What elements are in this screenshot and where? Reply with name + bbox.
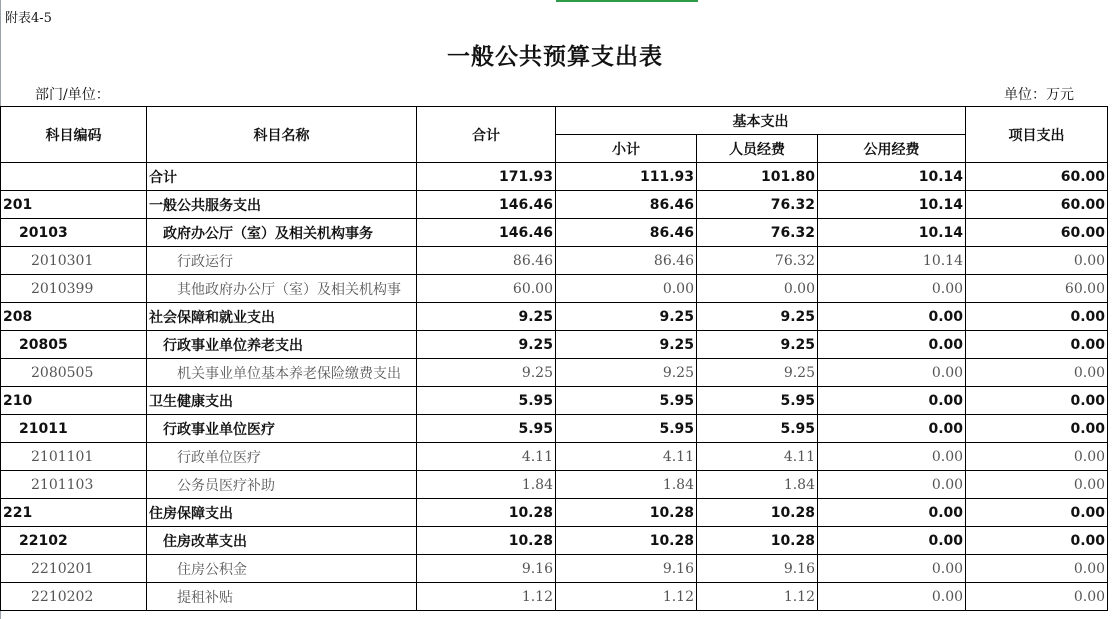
cell-name[interactable]: 其他政府办公厅（室）及相关机构事 — [147, 275, 417, 303]
cell-code[interactable]: 20103 — [1, 219, 147, 247]
cell-project[interactable]: 0.00 — [966, 247, 1108, 275]
cell-project[interactable]: 0.00 — [966, 359, 1108, 387]
cell-personnel[interactable]: 4.11 — [697, 443, 818, 471]
table-row — [1, 443, 1108, 471]
col-header-basic[interactable]: 基本支出 — [556, 107, 966, 135]
cell-personnel[interactable]: 9.25 — [697, 359, 818, 387]
cell-code[interactable]: 210 — [1, 387, 147, 415]
cell-total[interactable]: 9.25 — [417, 359, 556, 387]
cell-project[interactable]: 60.00 — [966, 163, 1108, 191]
cell-total[interactable]: 9.25 — [417, 303, 556, 331]
cell-code[interactable] — [1, 163, 147, 191]
cell-public[interactable]: 0.00 — [818, 527, 966, 555]
table-row — [1, 499, 1108, 527]
table-body — [1, 163, 1108, 611]
cell-personnel[interactable]: 1.84 — [697, 471, 818, 499]
cell-public[interactable]: 0.00 — [818, 583, 966, 611]
table-row — [1, 331, 1108, 359]
cell-name[interactable]: 社会保障和就业支出 — [147, 303, 417, 331]
cell-public[interactable]: 0.00 — [818, 555, 966, 583]
cell-total[interactable]: 9.16 — [417, 555, 556, 583]
cell-project[interactable]: 0.00 — [966, 499, 1108, 527]
cell-total[interactable]: 60.00 — [417, 275, 556, 303]
table-row — [1, 471, 1108, 499]
cell-public[interactable]: 10.14 — [818, 247, 966, 275]
cell-subtotal[interactable]: 1.84 — [556, 471, 697, 499]
cell-name[interactable]: 政府办公厅（室）及相关机构事务 — [147, 219, 417, 247]
cell-personnel[interactable]: 10.28 — [697, 499, 818, 527]
cell-subtotal[interactable]: 5.95 — [556, 415, 697, 443]
cell-project[interactable]: 0.00 — [966, 583, 1108, 611]
cell-personnel[interactable]: 9.16 — [697, 555, 818, 583]
cell-public[interactable]: 0.00 — [818, 331, 966, 359]
col-header-public[interactable]: 公用经费 — [818, 135, 966, 163]
cell-public[interactable]: 0.00 — [818, 499, 966, 527]
table-row — [1, 247, 1108, 275]
table-row — [1, 359, 1108, 387]
cell-total[interactable]: 1.84 — [417, 471, 556, 499]
cell-public[interactable]: 0.00 — [818, 303, 966, 331]
cell-project[interactable]: 0.00 — [966, 303, 1108, 331]
cell-public[interactable]: 0.00 — [818, 443, 966, 471]
cell-subtotal[interactable]: 10.28 — [556, 527, 697, 555]
table-row — [1, 163, 1108, 191]
cell-code[interactable]: 221 — [1, 499, 147, 527]
table-row — [1, 415, 1108, 443]
cell-total[interactable]: 10.28 — [417, 499, 556, 527]
cell-total[interactable]: 5.95 — [417, 415, 556, 443]
cell-code[interactable]: 22102 — [1, 527, 147, 555]
cell-total[interactable]: 146.46 — [417, 219, 556, 247]
cell-project[interactable]: 0.00 — [966, 555, 1108, 583]
cell-subtotal[interactable]: 86.46 — [556, 191, 697, 219]
cell-subtotal[interactable]: 5.95 — [556, 387, 697, 415]
cell-public[interactable]: 0.00 — [818, 387, 966, 415]
cell-personnel[interactable]: 10.28 — [697, 527, 818, 555]
unit-label: 单位：万元 — [1004, 87, 1074, 103]
cell-personnel[interactable]: 101.80 — [697, 163, 818, 191]
table-row — [1, 219, 1108, 247]
cell-code[interactable]: 2101103 — [1, 471, 147, 499]
col-header-name[interactable]: 科目名称 — [147, 107, 417, 163]
cell-public[interactable]: 0.00 — [818, 359, 966, 387]
cell-name[interactable]: 住房公积金 — [147, 555, 417, 583]
col-header-project[interactable]: 项目支出 — [966, 107, 1108, 163]
cell-code[interactable]: 2010399 — [1, 275, 147, 303]
cell-code[interactable]: 20805 — [1, 331, 147, 359]
cell-code[interactable]: 2080505 — [1, 359, 147, 387]
cell-name[interactable]: 行政单位医疗 — [147, 443, 417, 471]
cell-total[interactable]: 5.95 — [417, 387, 556, 415]
cell-name[interactable]: 行政事业单位养老支出 — [147, 331, 417, 359]
table-row — [1, 275, 1108, 303]
cell-name[interactable]: 提租补贴 — [147, 583, 417, 611]
cell-project[interactable]: 60.00 — [966, 191, 1108, 219]
cell-name[interactable]: 行政运行 — [147, 247, 417, 275]
cell-code[interactable]: 21011 — [1, 415, 147, 443]
cell-name[interactable]: 一般公共服务支出 — [147, 191, 417, 219]
cell-personnel[interactable]: 9.25 — [697, 303, 818, 331]
cell-subtotal[interactable]: 111.93 — [556, 163, 697, 191]
selected-column-indicator — [556, 0, 698, 2]
cell-total[interactable]: 10.28 — [417, 527, 556, 555]
cell-name[interactable]: 公务员医疗补助 — [147, 471, 417, 499]
cell-subtotal[interactable]: 1.12 — [556, 583, 697, 611]
cell-total[interactable]: 9.25 — [417, 331, 556, 359]
cell-subtotal[interactable]: 9.25 — [556, 359, 697, 387]
cell-personnel[interactable]: 5.95 — [697, 415, 818, 443]
cell-project[interactable]: 60.00 — [966, 275, 1108, 303]
cell-code[interactable]: 2101101 — [1, 443, 147, 471]
cell-name[interactable]: 住房保障支出 — [147, 499, 417, 527]
cell-personnel[interactable]: 0.00 — [697, 275, 818, 303]
cell-subtotal[interactable]: 9.25 — [556, 303, 697, 331]
cell-project[interactable]: 0.00 — [966, 527, 1108, 555]
col-header-code[interactable]: 科目编码 — [1, 107, 147, 163]
cell-public[interactable]: 10.14 — [818, 163, 966, 191]
table-row — [1, 527, 1108, 555]
cell-subtotal[interactable]: 9.16 — [556, 555, 697, 583]
cell-public[interactable]: 0.00 — [818, 471, 966, 499]
cell-code[interactable]: 2210201 — [1, 555, 147, 583]
cell-subtotal[interactable]: 86.46 — [556, 219, 697, 247]
page-title: 一般公共预算支出表 — [447, 44, 663, 70]
cell-code[interactable]: 2010301 — [1, 247, 147, 275]
annex-label: 附表4-5 — [5, 11, 52, 26]
cell-total[interactable]: 1.12 — [417, 583, 556, 611]
cell-personnel[interactable]: 9.25 — [697, 331, 818, 359]
cell-personnel[interactable]: 76.32 — [697, 219, 818, 247]
table-row — [1, 387, 1108, 415]
col-header-personnel[interactable]: 人员经费 — [697, 135, 818, 163]
cell-total[interactable]: 171.93 — [417, 163, 556, 191]
cell-project[interactable]: 0.00 — [966, 387, 1108, 415]
cell-public[interactable]: 10.14 — [818, 219, 966, 247]
cell-name[interactable]: 行政事业单位医疗 — [147, 415, 417, 443]
table-row — [1, 191, 1108, 219]
table-row — [1, 303, 1108, 331]
department-label: 部门/单位： — [35, 87, 110, 103]
cell-subtotal[interactable]: 9.25 — [556, 331, 697, 359]
cell-subtotal[interactable]: 10.28 — [556, 499, 697, 527]
cell-project[interactable]: 0.00 — [966, 471, 1108, 499]
cell-name[interactable]: 合计 — [147, 163, 417, 191]
cell-subtotal[interactable]: 0.00 — [556, 275, 697, 303]
cell-total[interactable]: 146.46 — [417, 191, 556, 219]
cell-public[interactable]: 0.00 — [818, 275, 966, 303]
cell-code[interactable]: 201 — [1, 191, 147, 219]
cell-project[interactable]: 0.00 — [966, 415, 1108, 443]
cell-project[interactable]: 60.00 — [966, 219, 1108, 247]
cell-personnel[interactable]: 5.95 — [697, 387, 818, 415]
expenditure-table — [0, 106, 1108, 611]
cell-code[interactable]: 208 — [1, 303, 147, 331]
col-header-total[interactable]: 合计 — [417, 107, 556, 163]
cell-name[interactable]: 机关事业单位基本养老保险缴费支出 — [147, 359, 417, 387]
cell-subtotal[interactable]: 4.11 — [556, 443, 697, 471]
cell-total[interactable]: 86.46 — [417, 247, 556, 275]
col-header-subtotal[interactable]: 小计 — [556, 135, 697, 163]
header-row-1 — [1, 107, 1108, 135]
cell-name[interactable]: 卫生健康支出 — [147, 387, 417, 415]
cell-name[interactable]: 住房改革支出 — [147, 527, 417, 555]
cell-code[interactable]: 2210202 — [1, 583, 147, 611]
table-row — [1, 583, 1108, 611]
cell-public[interactable]: 0.00 — [818, 415, 966, 443]
cell-personnel[interactable]: 1.12 — [697, 583, 818, 611]
cell-public[interactable]: 10.14 — [818, 191, 966, 219]
cell-personnel[interactable]: 76.32 — [697, 191, 818, 219]
cell-subtotal[interactable]: 86.46 — [556, 247, 697, 275]
cell-project[interactable]: 0.00 — [966, 443, 1108, 471]
cell-total[interactable]: 4.11 — [417, 443, 556, 471]
table-row — [1, 555, 1108, 583]
cell-project[interactable]: 0.00 — [966, 331, 1108, 359]
cell-personnel[interactable]: 76.32 — [697, 247, 818, 275]
